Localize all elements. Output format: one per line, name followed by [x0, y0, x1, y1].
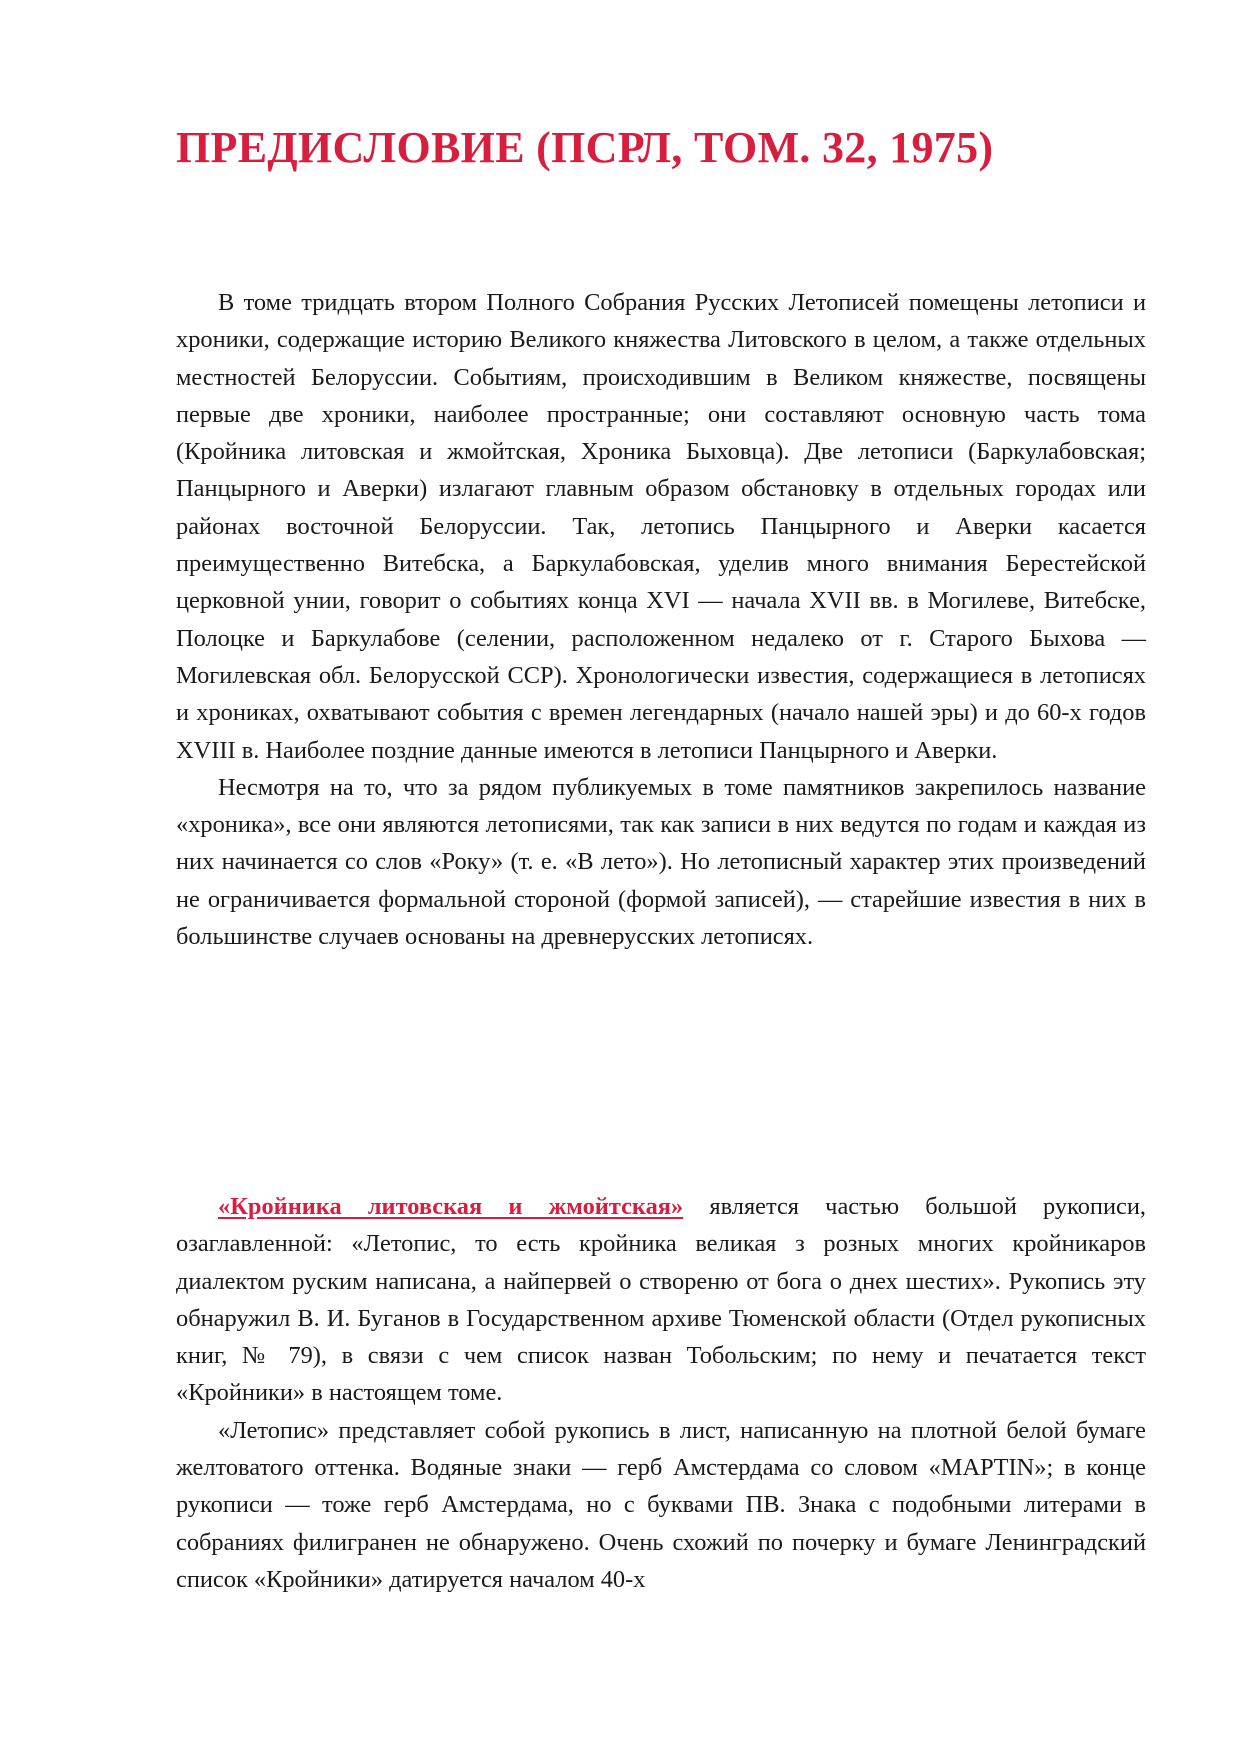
intro-section — [176, 284, 1146, 955]
kroynika-link[interactable]: «Кройника литовская и жмойтская» — [218, 1193, 684, 1220]
page-title: ПРЕДИСЛОВИЕ (ПСРЛ, ТОМ. 32, 1975) — [176, 123, 994, 172]
paragraph-3-text: является частью большой рукописи, озаглавленной: «Летопис, то есть кройника великая з розных многих кройникаров диалектом руским написана, а найпервей о створеню от бога о днех шестих». Рукопись эту обнаружил В. И. Буганов в Государственном архиве Тюменской области (Отдел рукописных книг, № 79), в связи с чем список назван Тобольским; по нему и печатается текст «Кройники» в настоящем томе. — [176, 1193, 1146, 1407]
kroynika-section — [176, 1188, 1146, 1598]
paragraph-2: Несмотря на то, что за рядом публикуемых в томе памятников закрепилось название «хроника», все они являются летописями, так как записи в них ведутся по годам и каждая из них начинается со слов «Року» (т. е. «В лето»). Но летописный характер этих произведений не ограничивается формальной стороной (формой записей), — старейшие известия в них в большинстве случаев основаны на древнерусских летописях. — [176, 773, 1146, 951]
paragraph-1: В томе тридцать втором Полного Собрания Русских Летописей помещены летописи и хроники, содержащие историю Великого княжества Литовского в целом, а также отдельных местностей Белоруссии. Событиям, происходившим в Великом княжестве, посвящены первые две хроники, наиболее пространные; они составляют основную часть тома (Кройника литовская и жмойтская, Хроника Быховца). Две летописи (Баркулабовская; Панцырного и Аверки) излагают главным образом обстановку в отдельных городах или районах восточной Белоруссии. Так, летопись Панцырного и Аверки касается преимущественно Витебска, а Баркулабовская, уделив много внимания Берестейской церковной унии, говорит о событиях конца XVI — начала XVII вв. в Могилеве, Витебске, Полоцке и Баркулабове (селении, расположенном недалеко от г. Старого Быхова — Могилевская обл. Белорусской ССР). Хронологически известия, содержащиеся в летописях и хрониках, охватывают события с времен легендарных (начало нашей эры) и до 60-х годов XVIII в. Наиболее поздние данные имеются в летописи Панцырного и Аверки. — [176, 289, 1146, 764]
paragraph-4: «Летопис» представляет собой рукопись в лист, написанную на плотной белой бумаге желтоватого оттенка. Водяные знаки — герб Амстердама со словом «MAPTIN»; в конце рукописи — тоже герб Амстердама, но с буквами ПВ. Знака с подобными литерами в собраниях филигранен не обнаружено. Очень схожий по почерку и бумаге Ленинградский список «Кройники» датируется началом 40-х — [176, 1416, 1146, 1593]
paragraph-3 — [176, 1188, 1146, 1412]
